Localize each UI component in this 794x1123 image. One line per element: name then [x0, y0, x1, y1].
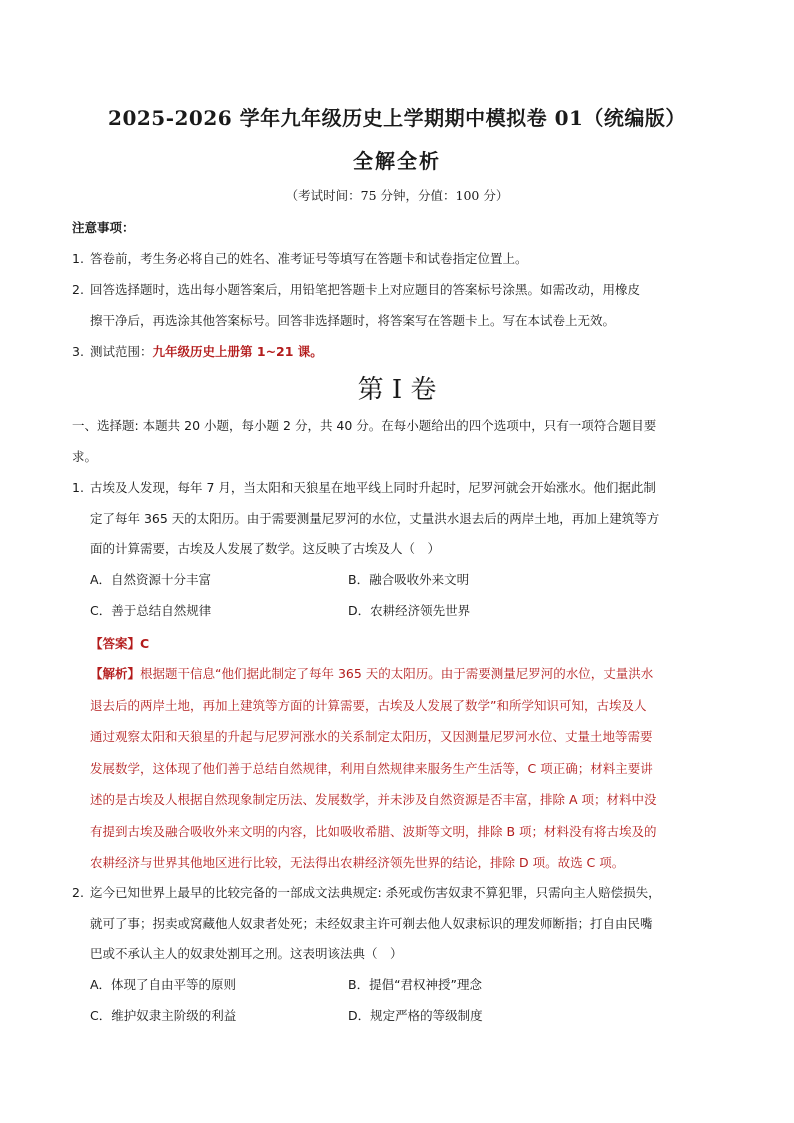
question-stem-line: 就可了事；拐卖或窝藏他人奴隶者处死；未经奴隶主许可剃去他人奴隶标识的理发师断指；打自由民嘴 — [90, 915, 653, 931]
document-title: 2025-2026 学年九年级历史上学期期中模拟卷 01（统编版） — [108, 106, 686, 130]
question-1-analysis — [90, 658, 724, 879]
question-1-answer — [90, 634, 149, 652]
option-c: C．善于总结自然规律 — [90, 602, 212, 618]
question-number: 2. — [72, 885, 84, 900]
answer-label: 【答案】 — [90, 636, 141, 651]
notice-item-number: 1. — [72, 251, 84, 266]
notice-item-3 — [72, 336, 724, 367]
section-instructions — [72, 411, 724, 472]
analysis-line: 退去后的两岸土地，再加上建筑等方面的计算需要，古埃及人发展了数学”和所学知识可知，古埃及人 — [90, 697, 647, 713]
notice-title: 注意事项： — [72, 220, 135, 235]
notice-item-prefix: 测试范围： — [90, 344, 153, 359]
notice-item-number: 2. — [72, 282, 84, 297]
question-number: 1. — [72, 480, 84, 495]
question-1-options — [90, 565, 690, 626]
question-stem-line: 面的计算需要，古埃及人发展了数学。这反映了古埃及人（ ） — [90, 541, 441, 556]
notice-item-1 — [72, 243, 724, 274]
analysis-line: 有提到古埃及融合吸收外来文明的内容，比如吸收希腊、波斯等文明，排除 B 项；材料没有将古埃及的 — [90, 823, 657, 839]
option-a: A．自然资源十分丰富 — [90, 572, 212, 587]
option-b: B．提倡“君权神授”理念 — [348, 977, 483, 992]
analysis-line: 发展数学，这体现了他们善于总结自然规律，利用自然规律来服务生产生活等，C 项正确；材料主要讲 — [90, 760, 653, 776]
section-title: 第 I 卷 — [357, 375, 437, 405]
analysis-line: 述的是古埃及人根据自然现象制定历法、发展数学，并未涉及自然资源是否丰富，排除 A 项；材料中没 — [90, 792, 657, 807]
option-c: C．维护奴隶主阶级的利益 — [90, 1007, 237, 1023]
question-stem-line: 定了每年 365 天的太阳历。由于需要测量尼罗河的水位，丈量洪水退去后的两岸土地，再加上建筑等方 — [90, 510, 660, 526]
analysis-line: 通过观察太阳和天狼星的升起与尼罗河涨水的关系制定太阳历，又因测量尼罗河水位、丈量土地等需要 — [90, 729, 653, 744]
answer-value: C — [140, 636, 150, 651]
notice-item-2 — [72, 274, 724, 336]
question-stem-line: 迄今已知世界上最早的比较完备的一部成文法典规定: 杀死或伤害奴隶不算犯罪，只需向主人赔偿损失， — [90, 885, 661, 900]
question-2-stem — [72, 878, 724, 970]
option-b: B．融合吸收外来文明 — [348, 572, 470, 587]
question-stem-line: 巴或不承认主人的奴隶处割耳之刑。这表明该法典（ ） — [90, 946, 403, 961]
analysis-line: 农耕经济与世界其他地区进行比较，无法得出农耕经济领先世界的结论，排除 D 项。故选 C 项。 — [90, 855, 625, 870]
notice-item-number: 3. — [72, 344, 84, 359]
test-scope-highlight: 九年级历史上册第 1~21 课。 — [152, 344, 323, 359]
notice-item-text-cont: 擦干净后，再选涂其他答案标号。回答非选择题时，将答案写在答题卡上。写在本试卷上无效。 — [90, 313, 616, 328]
option-d: D．农耕经济领先世界 — [348, 602, 471, 618]
question-stem-line: 古埃及人发现，每年 7 月，当太阳和天狼星在地平线上同时升起时，尼罗河就会开始涨水。他们据此制 — [90, 480, 656, 495]
notice-item-text: 回答选择题时，选出每小题答案后，用铅笔把答题卡上对应题目的答案标号涂黑。如需改动，用橡皮 — [90, 282, 641, 297]
question-2-options — [90, 970, 690, 1031]
option-a: A．体现了自由平等的原则 — [90, 977, 237, 992]
instructions-line-1: 一、选择题: 本题共 20 小题，每小题 2 分，共 40 分。在每小题给出的四个选项中，只有一项符合题目要 — [72, 418, 657, 433]
option-d: D．规定严格的等级制度 — [348, 1007, 483, 1023]
document-subtitle: 全解全析 — [353, 149, 441, 173]
analysis-label: 【解析】 — [90, 666, 141, 681]
question-1-stem — [72, 473, 724, 565]
exam-info: （考试时间：75 分钟，分值：100 分） — [285, 188, 509, 203]
analysis-line: 根据题干信息“他们据此制定了每年 365 天的太阳历。由于需要测量尼罗河的水位，丈量洪水 — [140, 666, 654, 681]
instructions-line-2: 求。 — [72, 448, 98, 464]
notice-item-text: 答卷前，考生务必将自己的姓名、准考证号等填写在答题卡和试卷指定位置上。 — [90, 251, 528, 266]
